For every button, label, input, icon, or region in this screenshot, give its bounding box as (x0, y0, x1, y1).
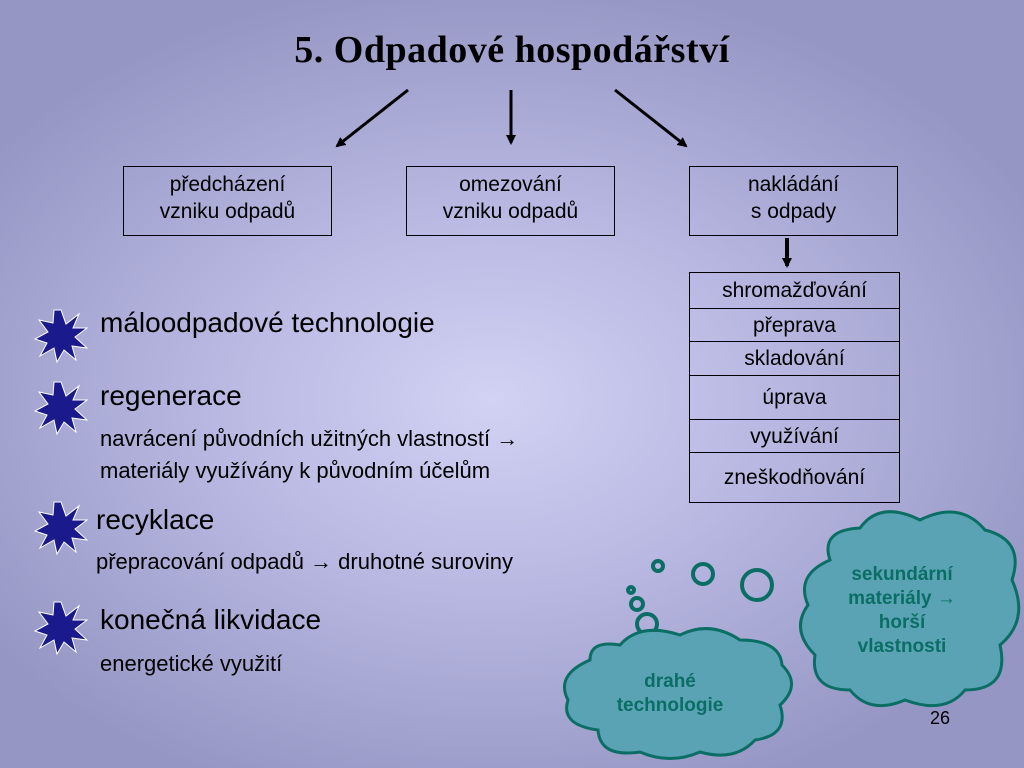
slide-title: 5. Odpadové hospodářství (294, 29, 730, 71)
step-disposal: zneškodňování (723, 466, 866, 489)
box-handling-line1: nakládání (747, 173, 840, 196)
cloud-costly-line2: technologie (616, 695, 724, 716)
starburst-bullet-icon (33, 380, 89, 436)
starburst-bullet-icon (33, 308, 89, 364)
bullet-final-disposal-detail-1: energetické využití (100, 651, 283, 676)
box-reduction-line1: omezování (459, 173, 562, 196)
cloud-secondary-line2: materiály → (848, 588, 956, 609)
step-collection: shromažďování (690, 273, 899, 309)
box-prevention-line2: vzniku odpadů (159, 200, 296, 223)
box-handling (689, 166, 898, 236)
thought-bubbles (628, 561, 772, 634)
bullet-low-waste-heading: máloodpadové technologie (100, 307, 435, 338)
cloud-costly-line1: drahé (644, 671, 696, 692)
bullet-regeneration-heading: regenerace (100, 380, 242, 411)
cloud-secondary-line1: sekundární (851, 564, 953, 585)
step-storage: skladování (690, 342, 899, 376)
box-reduction-line2: vzniku odpadů (442, 200, 579, 223)
step-transport: přeprava (690, 309, 899, 342)
step-utilization: využívání (690, 420, 899, 453)
cloud-secondary-line3: horší (878, 612, 926, 633)
bullet-recycling-heading: recyklace (96, 504, 215, 535)
cloud-costly-text (590, 670, 750, 718)
step-treatment: úprava (690, 376, 899, 420)
box-reduction (406, 166, 615, 236)
starburst-bullet-icon (33, 600, 89, 656)
page-number: 26 (930, 708, 951, 728)
cloud-secondary-text (812, 563, 992, 659)
bullet-recycling-detail-1: přepracování odpadů → druhotné suroviny (96, 549, 514, 574)
arrow-to-prevention (337, 90, 408, 146)
arrow-to-handling (615, 90, 686, 146)
bullet-final-disposal-heading: konečná likvidace (100, 604, 322, 635)
bullet-regeneration-detail-1: navrácení původních užitných vlastností → (100, 426, 519, 451)
box-handling-line2: s odpady (750, 200, 837, 223)
cloud-secondary-line4: vlastnosti (857, 636, 947, 657)
box-prevention (123, 166, 332, 236)
bullet-regeneration-detail-2: materiály využívány k původním účelům (100, 458, 491, 483)
box-prevention-line1: předcházení (169, 173, 286, 196)
starburst-bullet-icon (33, 500, 89, 556)
handling-steps-table (689, 272, 900, 503)
